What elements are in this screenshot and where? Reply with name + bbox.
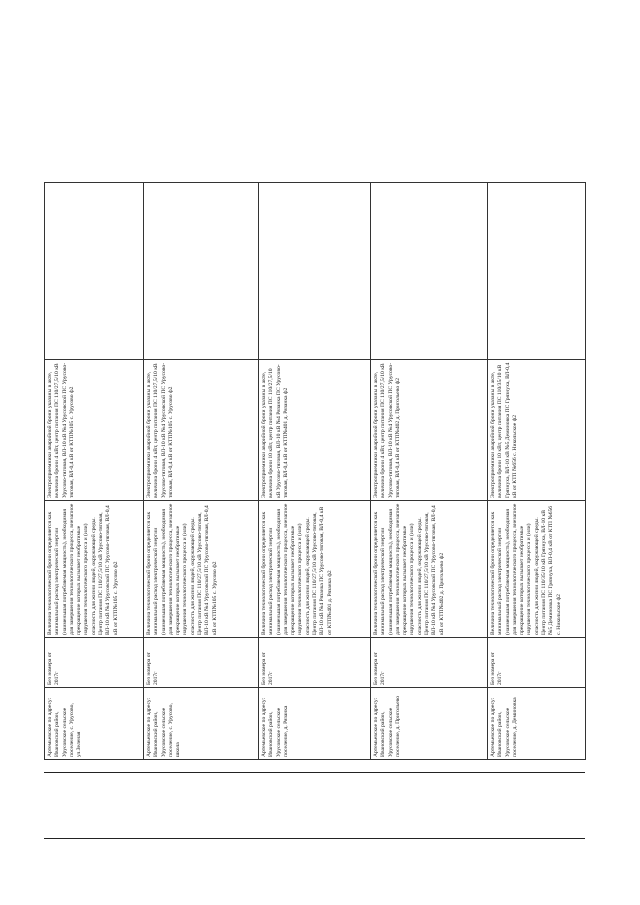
act-number-cell: Без номера от 2017г [259, 638, 371, 688]
reservation-table [44, 182, 586, 760]
tech-reserve-cell: Величина технологической брони определяется как минимальный расход электрической энергии (наименьшая потребляемая мощность), необходимая для завершения технологического процесса, внезапное прекращение которых вызывает необратимые нарушения технологического процесса и (или) опасность для жизни людей, окружающей среды. Центр питания ПС 110/27,5/10 кВ Урусово-тяговая, ВЛ-10 кВ №4 Урусовской ПС Урусово-тяговая, ВЛ-0,4 кВ от КТП№402 д. Пригольево ф2 [371, 501, 488, 638]
rotated-table-wrapper [44, 183, 585, 760]
emergency-reserve-cell: Электроприемники аварийной брони указаны в акте, величина брони 10 кВт, центр питания ПС 110/27,5/10 кВ Урусово-тяговая, ВЛ-10 кВ №4 Рязанка ПС Урусово-тяговая, ВЛ-0,4 кВ от КТП№401 д. Рязанка ф2 [259, 360, 371, 501]
emergency-reserve-cell: Электроприемники аварийной брони указаны в акте, величина брони 4 кВт, центр питания ПС 110/27,5/10 кВ Урусово-тяговая, ВЛ-10 кВ №4 Урусовской ПС Урусово-тяговая, ВЛ-0,4 кВ от КТП№402 д. Пригольево ф2 [371, 360, 488, 501]
table-row [371, 183, 488, 760]
empty-cell [144, 183, 259, 360]
table-row [45, 183, 144, 760]
act-number-cell: Без номера от 2017г [45, 638, 144, 688]
tech-reserve-cell: Величина технологической брони определяется как минимальный расход электрической энергии (наименьшая потребляемая мощность), необходимая для завершения технологического процесса, внезапное прекращение которых вызывает необратимые нарушения технологического процесса и (или) опасность для жизни людей, окружающей среды. Центр питания ПС 110/27,5/10 кВ Урусово-тяговая, ВЛ-10 кВ №4 Рязанка ПС Урусово-тяговая, ВЛ-0,4 кВ от КТП№401 д. Рязанка ф2 [259, 501, 371, 638]
table-row [488, 183, 586, 760]
empty-cell [488, 183, 586, 360]
tech-reserve-cell: Величина технологической брони определяется как минимальный расход электрической энергии (наименьшая потребляемая мощность), необходимая для завершения технологического процесса, внезапное прекращение которых вызывает необратимые нарушения технологического процесса и (или) опасность для жизни людей, окружающей среды. Центр питания ПС 110/27,5/10 кВ Урусово-тяговая, ВЛ-10 кВ №4 Урусовской ПС Урусово-тяговая, ВЛ-0,4 кВ от КТП№105 с. Урусово ф2 [45, 501, 144, 638]
object-cell: Артемьевское по адресу: Ивановский район, Урусовское сельское поселение, д. Рязанка [259, 688, 371, 760]
act-number-cell: Без номера от 2017г [488, 638, 586, 688]
emergency-reserve-cell: Электроприемники аварийной брони указаны в акте, величина брони 4 кВт, центр питания ПС 110/27,5/10 кВ Урусово-тяговая, ВЛ-10 кВ №4 Урусовской ПС Урусово-тяговая, ВЛ-0,4 кВ от КТП№105 с. Урусово ф2 [45, 360, 144, 501]
emergency-reserve-cell: Электроприемники аварийной брони указаны в акте, величина брони 10 кВт, центр питания ПС 110/35/10 кВ Грязнуха, ВЛ-10 кВ №5 Деминовка ПС Грязнуха, ВЛ-0,4 кВ от КТП №656 с. Никольское ф2 [488, 360, 586, 501]
table-row [144, 183, 259, 760]
empty-cell [45, 183, 144, 360]
object-cell: Артемьевское по адресу: Ивановский район, Урусовское сельское поселение, с. Урусово, школа [144, 688, 259, 760]
empty-cell [371, 183, 488, 360]
empty-cell [259, 183, 371, 360]
object-cell: Артемьевское по адресу: Ивановский район, Урусовское сельское поселение, д. Деминовка [488, 688, 586, 760]
emergency-reserve-cell: Электроприемники аварийной брони указаны в акте, величина брони 4 кВт, центр питания ПС 110/27,5/10 кВ Урусово-тяговая, ВЛ-10 кВ №4 Урусовской ПС Урусово-тяговая, ВЛ-0,4 кВ от КТП№105 с. Урусово ф2 [144, 360, 259, 501]
act-number-cell: Без номера от 2017г [144, 638, 259, 688]
tech-reserve-cell: Величина технологической брони определяется как минимальный расход электрической энергии (наименьшая потребляемая мощность), необходимая для завершения технологического процесса, внезапное прекращение которых вызывает необратимые нарушения технологического процесса и (или) опасность для жизни людей, окружающей среды. Центр питания ПС 110/35/10 кВ Грязнуха, ВЛ-10 кВ №5 Деминовка ПС Грязнуха, ВЛ-0,4 кВ от КТП №656 с. Никольское ф2 [488, 501, 586, 638]
object-cell: Артемьевское по адресу: Ивановский район, Урусовское сельское поселение, с. Урусово, ул.Зеленая [45, 688, 144, 760]
horizontal-rule [44, 838, 585, 839]
tech-reserve-cell: Величина технологической брони определяется как минимальный расход электрической энергии (наименьшая потребляемая мощность), необходимая для завершения технологического процесса, внезапное прекращение которых вызывает необратимые нарушения технологического процесса и (или) опасность для жизни людей, окружающей среды. Центр питания ПС 110/27,5/10 кВ Урусово-тяговая, ВЛ-10 кВ №4 Урусовской ПС Урусово-тяговая, ВЛ-0,4 кВ от КТП№105 с. Урусово ф2 [144, 501, 259, 638]
act-number-cell: Без номера от 2017г [371, 638, 488, 688]
object-cell: Артемьевское по адресу: Ивановский район, Урусовское сельское поселение, д. Пригольево [371, 688, 488, 760]
horizontal-rule [44, 772, 585, 773]
table-row [259, 183, 371, 760]
